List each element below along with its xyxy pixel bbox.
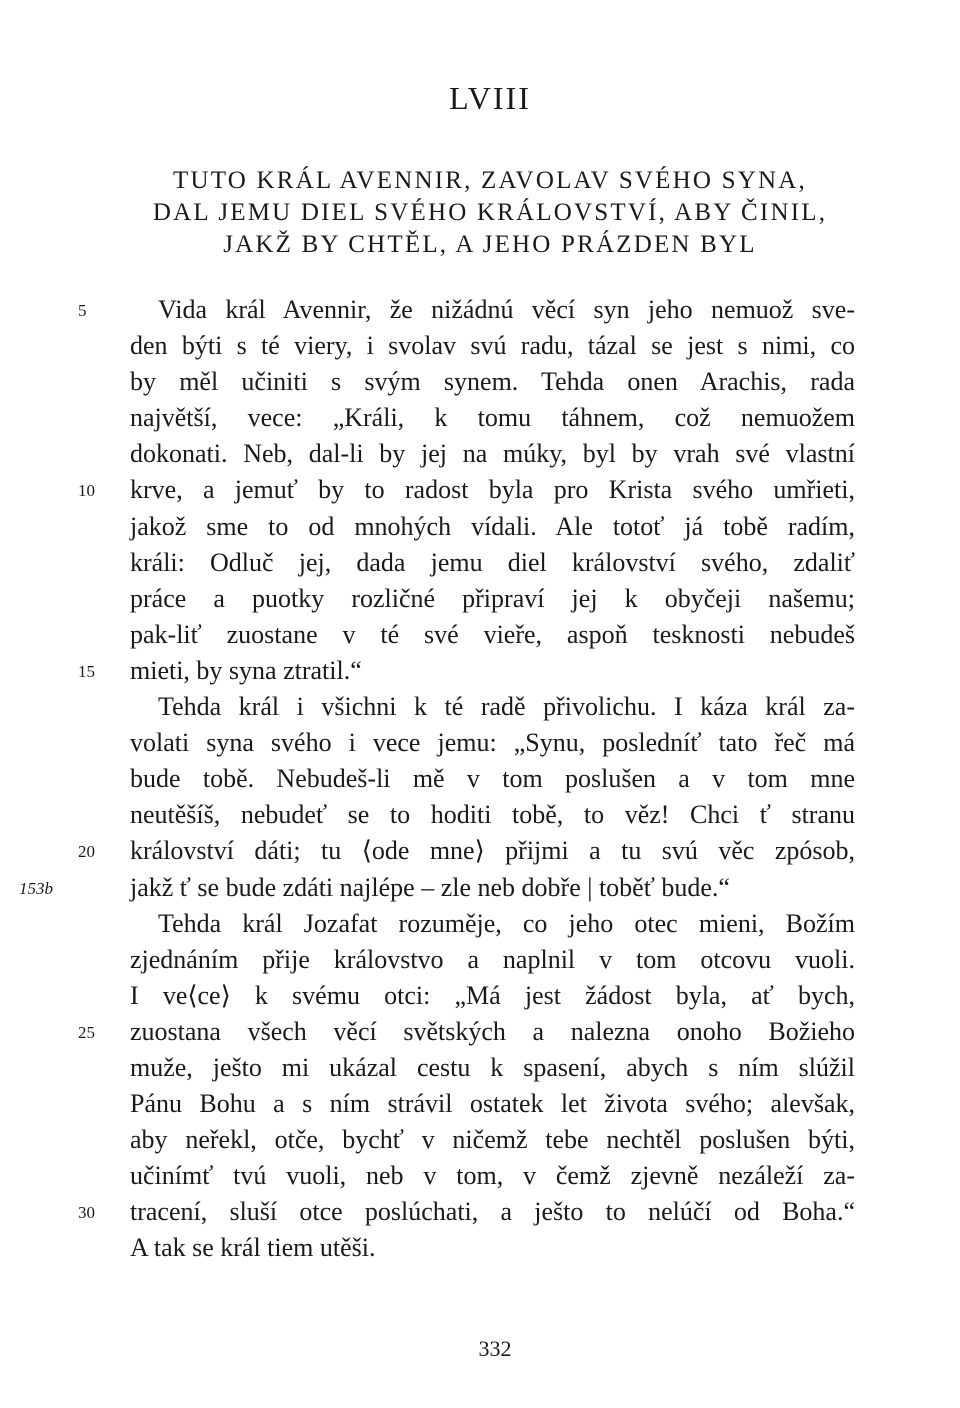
- line-text: Tehda král Jozafat rozuměje, co jeho otec mieni, Božím: [158, 908, 855, 938]
- text-line: [130, 689, 855, 725]
- text-line: [78, 833, 855, 869]
- line-text: Vida král Avennir, že nižádnú věcí syn jeho nemuož sve-: [158, 295, 855, 324]
- text-line: [78, 472, 855, 508]
- text-line: [130, 942, 855, 978]
- text-line: [130, 545, 855, 581]
- line-text: aby neřekl, otče, bychť v ničemž tebe nechtěl poslušen býti,: [130, 1125, 855, 1155]
- text-line: [130, 1158, 855, 1194]
- line-text: bude tobě. Nebudeš-li mě v tom poslušen a v tom mne: [130, 764, 855, 794]
- line-number: 20: [78, 842, 95, 862]
- text-line: [78, 1014, 855, 1050]
- line-number: 30: [78, 1203, 95, 1223]
- line-text: mieti, by syna ztratil.“: [130, 655, 362, 685]
- line-text: králi: Odluč jej, dada jemu diel království svého, zdaliť: [130, 547, 855, 577]
- line-text: Pánu Bohu a s ním strávil ostatek let života svého; alevšak,: [130, 1089, 855, 1119]
- text-line: [130, 1050, 855, 1086]
- text-line: [78, 1194, 855, 1230]
- line-text: by měl učiniti s svým synem. Tehda onen Arachis, rada: [130, 367, 855, 397]
- line-text: A tak se král tiem utěši.: [130, 1233, 376, 1263]
- line-text: najvětší, vece: „Králi, k tomu táhnem, což nemuožem: [130, 403, 855, 433]
- line-text: neutěšíš, nebudeť se to hoditi tobě, to věz! Chci ť stranu: [130, 800, 855, 830]
- text-line: [130, 328, 855, 364]
- line-text: království dáti; tu ⟨ode mne⟩ přijmi a tu svú věc zpósob,: [130, 836, 855, 866]
- line-number: 5: [78, 301, 87, 320]
- line-text: krve, a jemuť by to radost byla pro Krista svého umřieti,: [130, 475, 855, 505]
- line-text: pak-liť zuostane v té své vieře, aspoň tesknosti nebudeš: [130, 619, 855, 649]
- line-text: I ve⟨ce⟩ k svému otci: „Má jest žádost byla, ať bych,: [130, 980, 855, 1010]
- text-line: [130, 797, 855, 833]
- text-line: [130, 617, 855, 653]
- page-number: 332: [478, 1336, 512, 1361]
- chapter-heading: [100, 165, 880, 261]
- text-line: [130, 509, 855, 545]
- text-line: [130, 1086, 855, 1122]
- text-line: [130, 761, 855, 797]
- chapter-heading-line: TUTO KRÁL AVENNIR, ZAVOLAV SVÉHO SYNA,: [173, 167, 807, 194]
- folio-mark: 153b: [19, 878, 53, 898]
- text-line: [130, 978, 855, 1014]
- text-line: [78, 292, 855, 328]
- line-text: práce a puotky rozličné připraví jej k obyčeji našemu;: [130, 583, 855, 613]
- text-line: [130, 725, 855, 761]
- text-line: [130, 400, 855, 436]
- line-text: zuostana všech věcí světských a nalezna onoho Božieho: [130, 1016, 855, 1046]
- line-text: jakž ť se bude zdáti najlépe – zle neb dobře | toběť bude.“: [130, 872, 730, 902]
- line-text: muže, ješto mi ukázal cestu k spasení, abych s ním slúžil: [130, 1052, 855, 1082]
- text-line: [130, 1230, 855, 1266]
- text-line: [130, 436, 855, 472]
- chapter-heading-line: JAKŽ BY CHTĚL, A JEHO PRÁZDEN BYL: [223, 231, 757, 258]
- text-line: [78, 653, 855, 689]
- line-text: volati syna svého i vece jemu: „Synu, posledníť tato řeč má: [130, 728, 855, 758]
- body-text: [19, 292, 855, 1267]
- text-line: [130, 906, 855, 942]
- line-text: učinímť tvú vuoli, neb v tom, v čemž zjevně nezáleží za-: [130, 1161, 855, 1191]
- line-text: Tehda král i všichni k té radě přivolichu. I káza král za-: [158, 692, 855, 722]
- text-line: [19, 870, 855, 906]
- line-number: 25: [78, 1022, 95, 1042]
- text-line: [130, 581, 855, 617]
- text-line: [130, 364, 855, 400]
- chapter-number: LVIII: [449, 80, 531, 116]
- line-text: dokonati. Neb, dal-li by jej na múky, byl by vrah své vlastní: [130, 439, 855, 469]
- line-number: 15: [78, 661, 95, 681]
- line-number: 10: [78, 481, 95, 501]
- line-text: zjednáním přije královstvo a naplnil v tom otcovu vuoli.: [130, 944, 855, 974]
- chapter-heading-line: DAL JEMU DIEL SVÉHO KRÁLOVSTVÍ, ABY ČINIL,: [152, 199, 828, 226]
- text-line: [130, 1122, 855, 1158]
- line-text: tracení, sluší otce poslúchati, a ješto to nelúčí od Boha.“: [130, 1197, 855, 1227]
- line-text: jakož sme to od mnohých vídali. Ale totoť já tobě radím,: [130, 511, 855, 541]
- line-text: den býti s té viery, i svolav svú radu, tázal se jest s nimi, co: [130, 331, 855, 361]
